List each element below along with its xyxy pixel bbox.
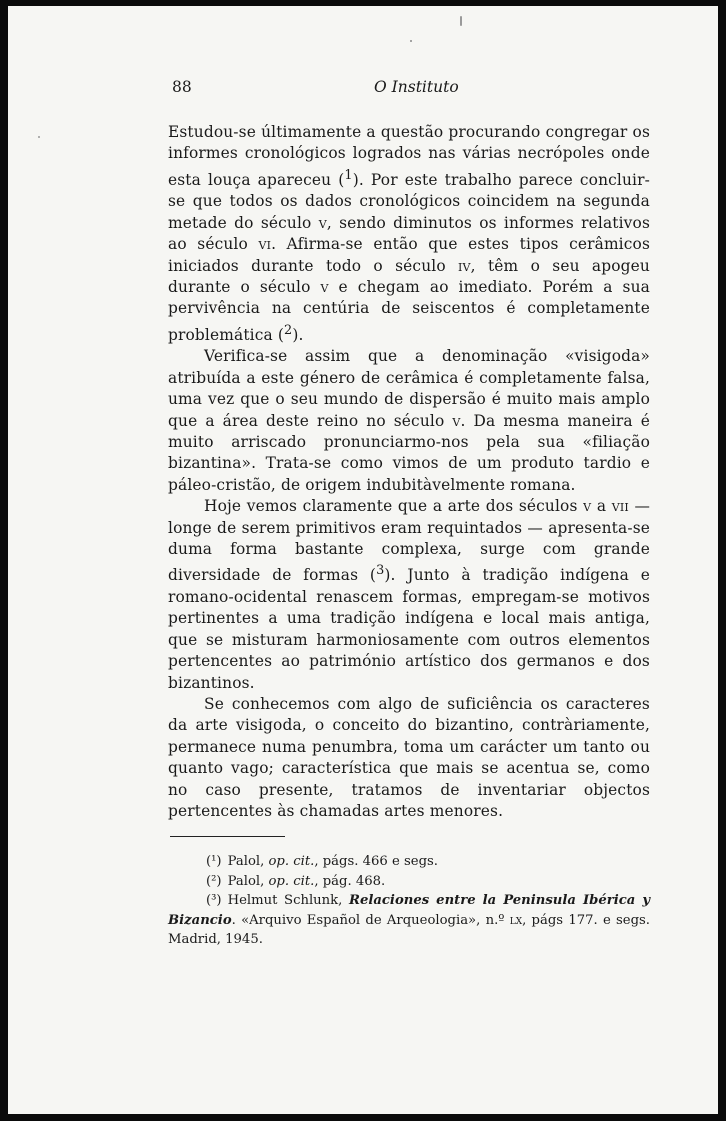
- running-header: [172, 78, 652, 102]
- page-number: 88: [172, 78, 192, 96]
- footnote-2: (²) Palol, op. cit., pág. 468.: [206, 873, 386, 889]
- paragraph-4: Se conhecemos com algo de suficiência os caracteres da arte visigoda, o conceito do bizantino, contràriamente, permanece numa penumbra, toma um carácter um tanto ou quanto vago; característica que mais se acentua se, como no caso presente, tratamos de inventariar objectos pertencentes às chamadas artes menores.: [168, 694, 650, 820]
- paragraph-3: Hoje vemos claramente que a arte dos séculos v a vii — longe de serem primitivos eram requintados — apresenta-se duma forma bastante complexa, surge com grande diversidade de formas ($^3$). Junto à tradição indígena e romano-ocidental renascem formas, empregam-se motivos pertinentes a uma tradição indígena e local mais antiga, que se misturam harmoniosamente com outros elementos pertencentes ao património artístico dos germanos e dos bizantinos.: [168, 497, 650, 692]
- footnote-ref-1: 1: [344, 167, 353, 183]
- page-speck: [410, 40, 412, 42]
- footnote-1: (¹) Palol, op. cit., págs. 466 e segs.: [206, 854, 438, 869]
- page-speck: [460, 16, 462, 26]
- paragraph-2: Verifica-se assim que a denominação «visigoda» atribuída a este género de cerâmica é completamente falsa, uma vez que o seu mundo de dispersão é muito mais amplo que a área deste reino no século v. Da mesma maneira é muito arriscado pronunciarmo-nos pela sua «filiação bizantina». Trata-se como vimos de um produto tardio e páleo-cristão, de origem indubitàvelmente romana.: [168, 347, 651, 494]
- page-speck: [38, 136, 40, 138]
- footnote-divider: [170, 836, 285, 837]
- book-page: [8, 6, 718, 1114]
- paragraph-1: Estudou-se últimamente a questão procurando congregar os informes cronológicos logrados nas várias necrópoles onde esta louça apareceu ($^1$). Por este trabalho parece concluir-se que todos os dados cronológicos coincidem na segunda metade do século v, sendo diminutos os informes relativos ao século vi. Afirma-se então que estes tipos cerâmicos iniciados durante todo o século iv, têm o seu apogeu durante o século v e chegam ao imediato. Porém a sua pervivência na centúria de seiscentos é completamente problemática ($^2$).: [168, 123, 650, 344]
- footnote-ref-2: 2: [284, 322, 293, 338]
- footnote-3: (³) Helmut Schlunk, Relaciones entre la Peninsula Ibérica y Bizancio. «Arquivo Español de Arqueologia», n.º lx, págs 177. e segs. Madrid, 1945.: [168, 893, 650, 947]
- body-text: [168, 122, 650, 822]
- footnotes: [168, 852, 650, 950]
- running-title: O Instituto: [374, 78, 459, 96]
- footnote-ref-3: 3: [376, 563, 385, 579]
